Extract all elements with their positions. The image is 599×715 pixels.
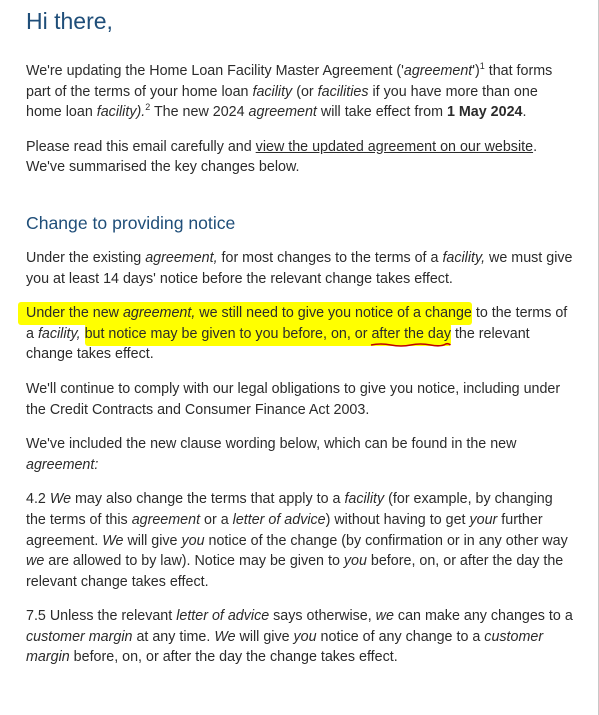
term-agreement: agreement, bbox=[122, 305, 196, 322]
term-letter-of-advice: letter of advice bbox=[176, 608, 270, 625]
text: ') bbox=[472, 63, 480, 79]
text: we still need to give you notice of a change bbox=[195, 305, 472, 322]
term-letter-of-advice: letter of advice bbox=[232, 511, 326, 528]
term-agreement: agreement bbox=[403, 63, 473, 79]
term-facility: facility bbox=[344, 491, 385, 508]
text: for most changes to the terms of a bbox=[217, 249, 443, 266]
text: can make any changes to a bbox=[393, 608, 573, 625]
term-we: we bbox=[375, 608, 394, 625]
term-agreement: agreement bbox=[131, 511, 201, 528]
new-agreement-paragraph bbox=[26, 303, 574, 365]
term-agreement: agreement: bbox=[26, 456, 99, 473]
text: will take effect from bbox=[316, 104, 447, 121]
term-facilities: facilities bbox=[317, 83, 369, 100]
intro-paragraph-1 bbox=[26, 61, 574, 123]
effective-date: 1 May 2024 bbox=[446, 104, 523, 121]
term-you: you bbox=[343, 553, 367, 570]
footnote-marker-2: 2 bbox=[145, 102, 151, 113]
greeting-heading: Hi there, bbox=[26, 8, 113, 34]
existing-agreement-paragraph bbox=[26, 248, 574, 289]
text: notice of any change to a bbox=[316, 628, 485, 645]
text: are allowed to by law). Notice may be given to bbox=[44, 553, 344, 570]
term-agreement: agreement bbox=[248, 104, 317, 121]
text: The new 2024 bbox=[150, 104, 249, 121]
term-customer-margin: customer margin bbox=[26, 628, 544, 666]
term-your: your bbox=[469, 511, 498, 528]
highlight-1 bbox=[18, 302, 472, 325]
highlight-2 bbox=[85, 323, 451, 346]
text: we must give you at least 14 days' notice before the relevant change takes effect. bbox=[26, 249, 573, 287]
text: before, on, or after the day the change takes effect. bbox=[69, 649, 398, 666]
text: Under the existing bbox=[26, 249, 146, 266]
term-facility: facility, bbox=[442, 249, 486, 266]
term-facility: facility bbox=[252, 83, 293, 100]
text: says otherwise, bbox=[269, 608, 376, 625]
section-heading: Change to providing notice bbox=[26, 212, 236, 233]
text: further agreement. bbox=[26, 511, 543, 549]
text: the relevant change takes effect. bbox=[26, 325, 530, 363]
text: . bbox=[522, 104, 527, 121]
term-we: We bbox=[102, 532, 124, 549]
text: Under the new bbox=[26, 305, 123, 322]
text: will give bbox=[235, 628, 294, 645]
text: if you have more than one home loan bbox=[26, 83, 538, 121]
text: at any time. bbox=[132, 628, 215, 645]
text: will give bbox=[123, 532, 182, 549]
text: ) without having to get bbox=[325, 511, 470, 528]
intro-paragraph-2 bbox=[26, 137, 574, 178]
term-we: We bbox=[49, 491, 72, 508]
term-we: we bbox=[26, 553, 45, 570]
text: We've included the new clause wording below, which can be found in the new bbox=[26, 436, 517, 453]
clause-4-2-paragraph bbox=[26, 489, 574, 592]
spellcheck-underlined-text bbox=[371, 326, 450, 342]
text: or a bbox=[200, 511, 233, 528]
text: (or bbox=[292, 83, 318, 100]
term-agreement: agreement, bbox=[145, 249, 218, 266]
text: 4.2 bbox=[26, 491, 50, 508]
text: Please read this email carefully and bbox=[26, 138, 256, 155]
new-clause-intro-paragraph bbox=[26, 434, 574, 475]
text: to the terms of a bbox=[26, 305, 568, 342]
text: that forms part of the terms of your home loan bbox=[26, 63, 553, 100]
text: but notice may be given to you before, on, or bbox=[84, 325, 372, 342]
text: may also change the terms that apply to a bbox=[71, 491, 345, 508]
text: before, on, or after the day the relevant change takes effect. bbox=[26, 553, 564, 590]
term-we: We bbox=[214, 628, 236, 645]
text: 7.5 Unless the relevant bbox=[26, 608, 177, 625]
term-facility: facility). bbox=[96, 104, 146, 121]
email-body bbox=[26, 0, 574, 668]
text: notice of the change (by confirmation or in any other way bbox=[204, 532, 568, 549]
footnote-marker-1: 1 bbox=[479, 61, 485, 71]
legal-obligations-paragraph: We'll continue to comply with our legal obligations to give you notice, including under the Credit Contracts and Consumer Finance Act 2003. bbox=[26, 380, 561, 418]
text: (for example, by changing the terms of this bbox=[26, 491, 553, 528]
term-you: you bbox=[293, 628, 317, 645]
term-customer-margin: customer margin bbox=[26, 628, 133, 645]
clause-7-5-paragraph bbox=[26, 606, 574, 668]
term-facility: facility, bbox=[37, 325, 81, 342]
view-agreement-link[interactable]: view the updated agreement on our website bbox=[255, 138, 534, 155]
squiggle-underline-icon bbox=[371, 343, 450, 349]
term-you: you bbox=[181, 532, 205, 549]
text: We're updating the Home Loan Facility Master Agreement (' bbox=[26, 63, 404, 79]
text: after the day bbox=[371, 325, 451, 342]
text: . We've summarised the key changes below. bbox=[26, 138, 538, 176]
